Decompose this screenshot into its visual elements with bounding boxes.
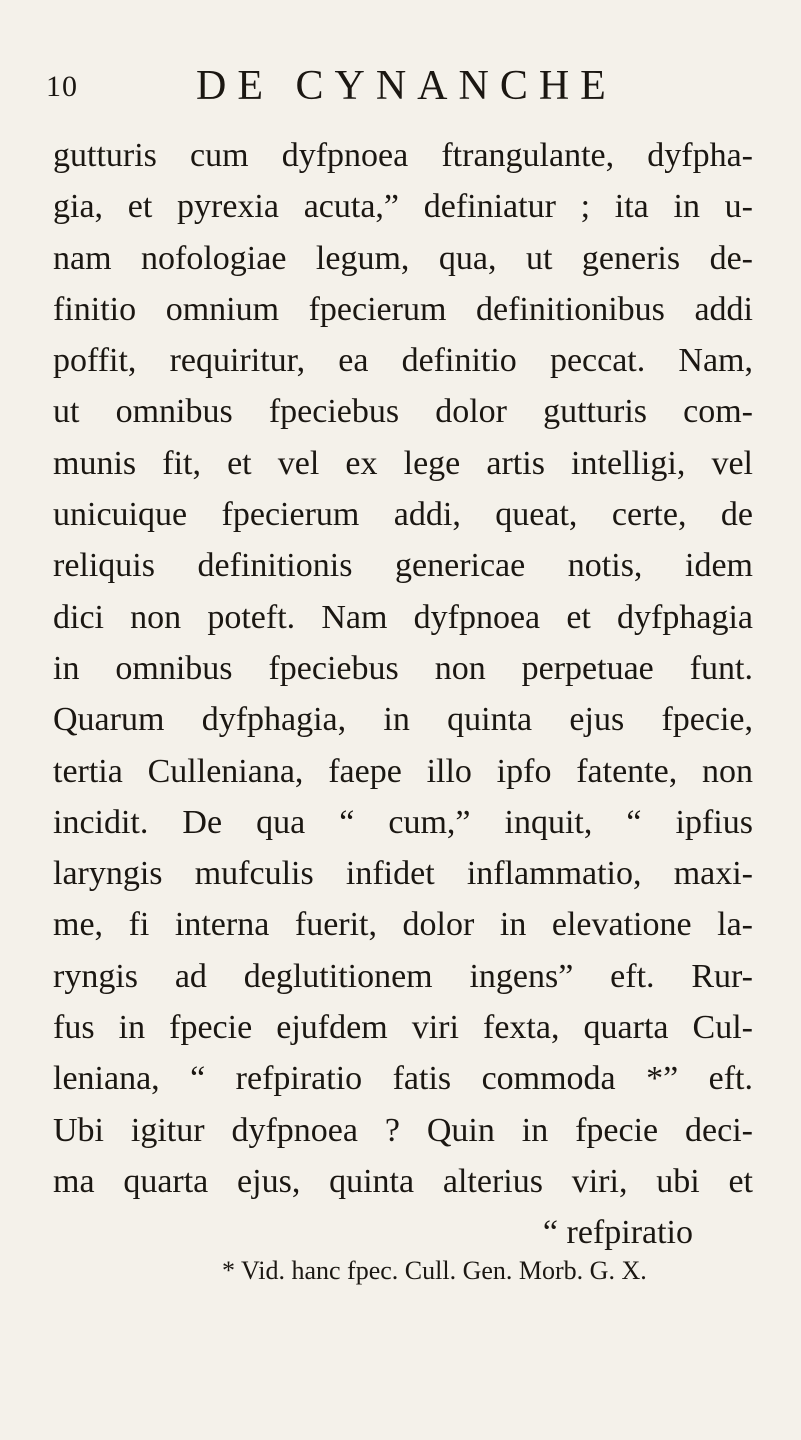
text-line: gia, et pyrexia acuta,” definiatur ; ita in u-: [53, 188, 753, 226]
text-line: ryngis ad deglutitionem ingens” eft. Rur-: [53, 957, 753, 995]
text-line: Quarum dyfphagia, in quinta ejus fpecie,: [53, 701, 753, 739]
text-line: me, fi interna fuerit, dolor in elevatione la-: [53, 906, 753, 944]
text-line: Ubi igitur dyfpnoea ? Quin in fpecie deci-: [53, 1111, 753, 1149]
text-line: gutturis cum dyfpnoea ftrangulante, dyfpha-: [53, 137, 753, 174]
text-line: fus in fpecie ejufdem viri fexta, quarta Cul-: [53, 1009, 753, 1047]
body-text: [53, 130, 753, 1259]
text-line: tertia Culleniana, faepe illo ipfo fatente, non: [53, 752, 753, 790]
text-line: ma quarta ejus, quinta alterius viri, ubi et: [53, 1162, 753, 1200]
text-line: laryngis mufculis infidet inflammatio, maxi-: [53, 855, 753, 893]
running-head: DE CYNANCHE: [196, 63, 617, 109]
footnote: * Vid. hanc fpec. Cull. Gen. Morb. G. X.: [222, 1256, 647, 1285]
text-line: reliquis definitionis genericae notis, idem: [53, 547, 753, 585]
text-line: nam nofologiae legum, qua, ut generis de-: [53, 239, 753, 277]
page-header: [46, 62, 746, 112]
text-line: poffit, requiritur, ea definitio peccat. Nam,: [53, 342, 753, 380]
text-line: “ refpiratio: [542, 1214, 693, 1252]
text-line: ut omnibus fpeciebus dolor gutturis com-: [53, 393, 753, 431]
text-line: in omnibus fpeciebus non perpetuae funt.: [53, 649, 753, 687]
text-line: dici non poteft. Nam dyfpnoea et dyfphagia: [53, 598, 753, 636]
page-number: 10: [46, 70, 78, 103]
text-line: incidit. De qua “ cum,” inquit, “ ipfius: [53, 803, 753, 841]
text-line: leniana, “ refpiratio fatis commoda *” eft.: [53, 1060, 753, 1098]
text-line: munis fit, et vel ex lege artis intelligi, vel: [53, 444, 753, 482]
text-line: unicuique fpecierum addi, queat, certe, de: [53, 496, 753, 534]
text-line: finitio omnium fpecierum definitionibus addi: [53, 290, 753, 328]
